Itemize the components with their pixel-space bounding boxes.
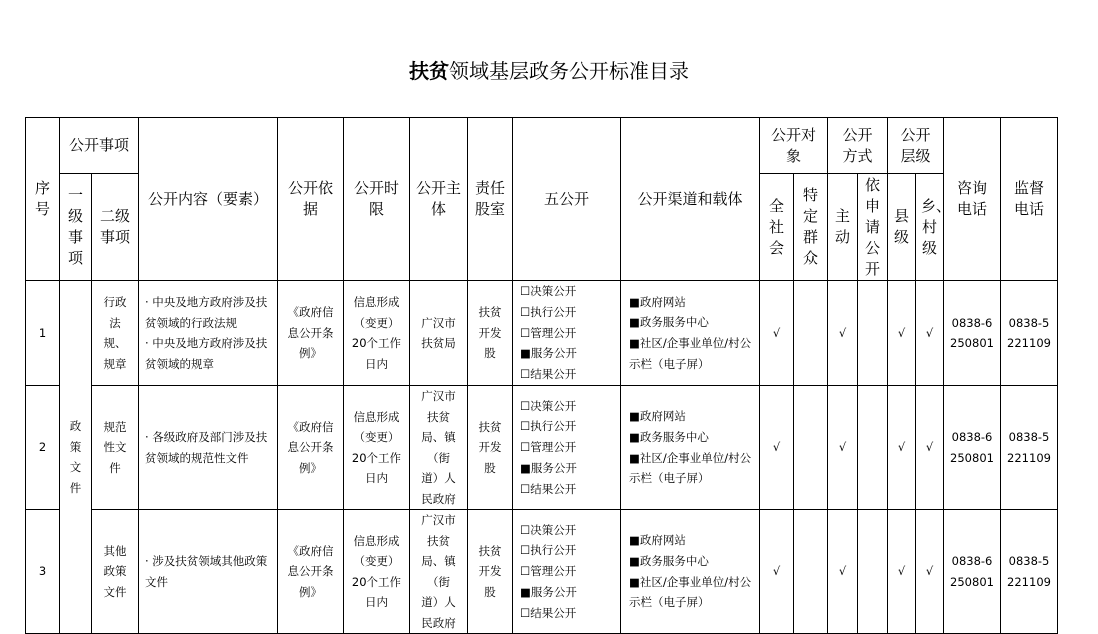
header-target-all: 全社会 bbox=[760, 174, 794, 281]
five-item: ☐执行公开 bbox=[520, 419, 577, 434]
channel-item: ■政府网站 bbox=[629, 409, 686, 424]
five-item: ☐决策公开 bbox=[520, 522, 577, 537]
content-line: · 中央及地方政府涉及扶贫领域的规章 bbox=[145, 336, 268, 371]
row-subject: 广汉市扶贫局、镇（街道）人民政府 bbox=[410, 386, 468, 510]
row-dept: 扶贫开发股 bbox=[468, 510, 513, 634]
category-cell: 政策文件 bbox=[60, 281, 92, 634]
channel-item: ■政务服务中心 bbox=[629, 553, 709, 568]
row-supervise: 0838-5221109 bbox=[1001, 281, 1058, 386]
row-target-all: √ bbox=[760, 510, 794, 634]
row-level-county: √ bbox=[888, 281, 916, 386]
five-item: ■服务公开 bbox=[520, 460, 577, 475]
row-dept: 扶贫开发股 bbox=[468, 281, 513, 386]
row-supervise: 0838-5221109 bbox=[1001, 510, 1058, 634]
row-target-all: √ bbox=[760, 281, 794, 386]
five-item: ☐决策公开 bbox=[520, 284, 577, 299]
row-level-town: √ bbox=[916, 386, 944, 510]
table-row bbox=[26, 510, 1058, 634]
header-channel: 公开渠道和载体 bbox=[621, 118, 760, 281]
row-level-town: √ bbox=[916, 281, 944, 386]
title-bold: 扶贫 bbox=[409, 59, 449, 83]
row-five bbox=[513, 386, 621, 510]
header-level2: 二级事项 bbox=[92, 174, 139, 281]
row-seq: 2 bbox=[26, 386, 60, 510]
row-target-special bbox=[794, 510, 828, 634]
row-mode-request bbox=[858, 510, 888, 634]
table-row bbox=[26, 386, 1058, 510]
row-level-county: √ bbox=[888, 386, 916, 510]
header-items: 公开事项 bbox=[60, 118, 139, 174]
row-mode-request bbox=[858, 281, 888, 386]
five-item: ☐执行公开 bbox=[520, 304, 577, 319]
header-mode: 公开方式 bbox=[828, 118, 888, 174]
row-consult: 0838-6250801 bbox=[944, 510, 1001, 634]
row-consult: 0838-6250801 bbox=[944, 281, 1001, 386]
row-mode-request bbox=[858, 386, 888, 510]
row-five bbox=[513, 510, 621, 634]
row-consult: 0838-6250801 bbox=[944, 386, 1001, 510]
document-title bbox=[0, 58, 1098, 84]
content-line: · 涉及扶贫领域其他政策文件 bbox=[145, 554, 268, 589]
header-dept: 责任股室 bbox=[468, 118, 513, 281]
header-level-county: 县级 bbox=[888, 174, 916, 281]
row-content bbox=[139, 386, 278, 510]
row-basis: 《政府信息公开条例》 bbox=[278, 281, 344, 386]
header-supervise: 监督电话 bbox=[1001, 118, 1058, 281]
row-target-all: √ bbox=[760, 386, 794, 510]
row-seq: 3 bbox=[26, 510, 60, 634]
header-seq: 序号 bbox=[26, 118, 60, 281]
five-item: ☐管理公开 bbox=[520, 440, 577, 455]
header-level-town: 乡、村级 bbox=[916, 174, 944, 281]
header-consult: 咨询电话 bbox=[944, 118, 1001, 281]
header-level: 公开层级 bbox=[888, 118, 944, 174]
row-mode-active: √ bbox=[828, 510, 858, 634]
row-subject: 广汉市扶贫局 bbox=[410, 281, 468, 386]
channel-item: ■社区/企事业单位/村公示栏（电子屏） bbox=[629, 574, 752, 610]
row-channel bbox=[621, 386, 760, 510]
header-basis: 公开依据 bbox=[278, 118, 344, 281]
header-content: 公开内容（要素） bbox=[139, 118, 278, 281]
channel-item: ■社区/企事业单位/村公示栏（电子屏） bbox=[629, 450, 752, 486]
five-item: ☐决策公开 bbox=[520, 398, 577, 413]
row-time: 信息形成（变更）20个工作日内 bbox=[344, 386, 410, 510]
row-channel bbox=[621, 281, 760, 386]
row-basis: 《政府信息公开条例》 bbox=[278, 386, 344, 510]
header-target-special: 特定群众 bbox=[794, 174, 828, 281]
row-content bbox=[139, 281, 278, 386]
header-subject: 公开主体 bbox=[410, 118, 468, 281]
header-level1: 一级事项 bbox=[60, 174, 92, 281]
row-level-county: √ bbox=[888, 510, 916, 634]
row-five bbox=[513, 281, 621, 386]
five-item: ☐结果公开 bbox=[520, 481, 577, 496]
channel-item: ■政府网站 bbox=[629, 533, 686, 548]
row-content bbox=[139, 510, 278, 634]
row-seq: 1 bbox=[26, 281, 60, 386]
row-level2: 行政法规、规章 bbox=[92, 281, 139, 386]
five-item: ☐执行公开 bbox=[520, 543, 577, 558]
disclosure-table bbox=[25, 117, 1058, 634]
row-dept: 扶贫开发股 bbox=[468, 386, 513, 510]
channel-item: ■政务服务中心 bbox=[629, 315, 709, 330]
content-line: · 各级政府及部门涉及扶贫领域的规范性文件 bbox=[145, 430, 268, 465]
five-item: ■服务公开 bbox=[520, 584, 577, 599]
row-level2: 规范性文件 bbox=[92, 386, 139, 510]
five-item: ☐结果公开 bbox=[520, 367, 577, 382]
row-target-special bbox=[794, 386, 828, 510]
content-line: · 中央及地方政府涉及扶贫领域的行政法规 bbox=[145, 295, 268, 330]
row-target-special bbox=[794, 281, 828, 386]
header-target: 公开对象 bbox=[760, 118, 828, 174]
title-rest: 领域基层政务公开标准目录 bbox=[449, 59, 689, 83]
row-level-town: √ bbox=[916, 510, 944, 634]
table-row bbox=[26, 281, 1058, 386]
channel-item: ■社区/企事业单位/村公示栏（电子屏） bbox=[629, 336, 752, 371]
row-channel bbox=[621, 510, 760, 634]
five-item: ☐管理公开 bbox=[520, 325, 577, 340]
row-mode-active: √ bbox=[828, 386, 858, 510]
row-time: 信息形成（变更）20个工作日内 bbox=[344, 510, 410, 634]
channel-item: ■政府网站 bbox=[629, 294, 686, 309]
header-five: 五公开 bbox=[513, 118, 621, 281]
header-time: 公开时限 bbox=[344, 118, 410, 281]
five-item: ■服务公开 bbox=[520, 346, 577, 361]
header-mode-request: 依申请公开 bbox=[858, 174, 888, 281]
row-subject: 广汉市扶贫局、镇（街道）人民政府 bbox=[410, 510, 468, 634]
row-time: 信息形成（变更）20个工作日内 bbox=[344, 281, 410, 386]
header-mode-active: 主动 bbox=[828, 174, 858, 281]
row-mode-active: √ bbox=[828, 281, 858, 386]
channel-item: ■政务服务中心 bbox=[629, 429, 709, 444]
row-level2: 其他政策文件 bbox=[92, 510, 139, 634]
row-supervise: 0838-5221109 bbox=[1001, 386, 1058, 510]
five-item: ☐管理公开 bbox=[520, 564, 577, 579]
row-basis: 《政府信息公开条例》 bbox=[278, 510, 344, 634]
five-item: ☐结果公开 bbox=[520, 605, 577, 620]
